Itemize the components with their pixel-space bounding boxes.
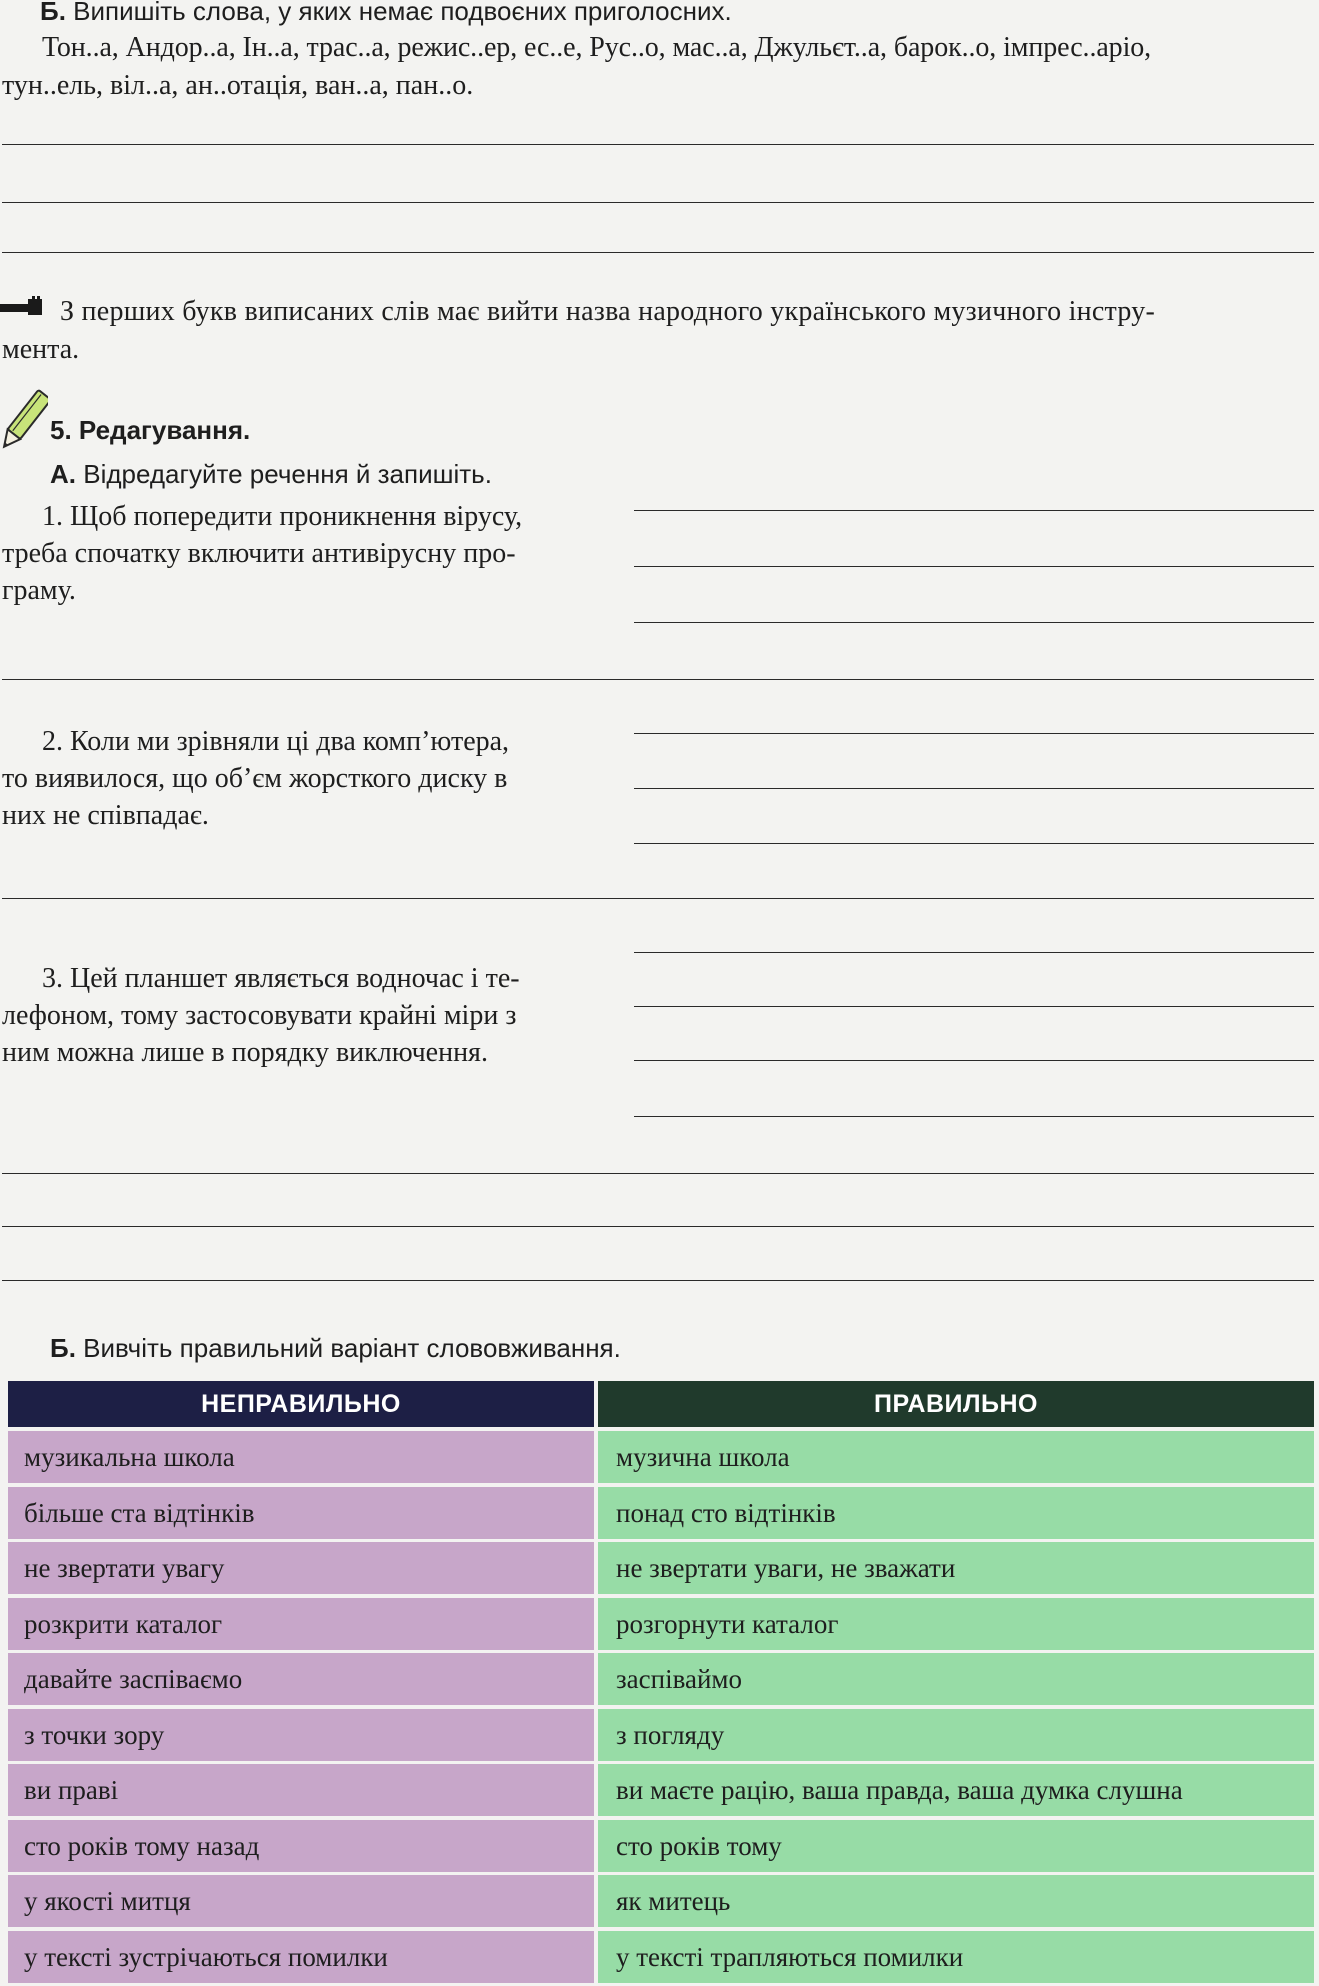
- cell-wrong: з точки зору: [8, 1709, 594, 1761]
- sentence-2-line-3: них не співпадає.: [2, 800, 209, 831]
- sentence-3-line-3: ним можна лише в порядку виключення.: [2, 1037, 488, 1068]
- sentence-2-line-1: 2. Коли ми зрівняли ці два комп’ютера,: [42, 726, 510, 757]
- cell-right: з погляду: [598, 1709, 1314, 1761]
- cell-wrong: у тексті зустрічаються помилки: [8, 1931, 594, 1983]
- note-line-2: мента.: [2, 334, 80, 365]
- sentence-1-line-1: 1. Щоб попередити проникнення вірусу,: [42, 501, 523, 532]
- cell-right: сто років тому: [598, 1820, 1314, 1872]
- cell-wrong: розкрити каталог: [8, 1598, 594, 1650]
- answer-line: [634, 788, 1314, 789]
- cell-wrong: більше ста відтінків: [8, 1487, 594, 1539]
- answer-line: [634, 622, 1314, 623]
- cell-right: розгорнути каталог: [598, 1598, 1314, 1650]
- header-wrong: НЕПРАВИЛЬНО: [8, 1381, 594, 1427]
- cell-right: у тексті трапляються помилки: [598, 1931, 1314, 1983]
- sub-a-letter: А.: [50, 459, 76, 489]
- sentence-2-line-2: то виявилося, що об’єм жорсткого диску в: [2, 763, 508, 794]
- section-b1-text: Випишіть слова, у яких немає подвоєних приголосних.: [73, 0, 732, 26]
- answer-line: [2, 1226, 1314, 1227]
- pencil-icon: [2, 384, 48, 456]
- answer-line: [634, 952, 1314, 953]
- answer-line: [634, 1116, 1314, 1117]
- note-line-1: З перших букв виписаних слів має вийти назва народного українського музичного інстру-: [60, 296, 1156, 327]
- answer-line: [634, 510, 1314, 511]
- section5-title: 5. Редагування.: [50, 415, 251, 445]
- cell-right: як митець: [598, 1875, 1314, 1927]
- cell-wrong: музикальна школа: [8, 1431, 594, 1483]
- cell-right: музична школа: [598, 1431, 1314, 1483]
- answer-line: [2, 1173, 1314, 1174]
- cell-wrong: сто років тому назад: [8, 1820, 594, 1872]
- sentence-3-line-1: 3. Цей планшет являється водночас і те-: [42, 963, 520, 994]
- section-b2-text: Вивчіть правильний варіант слововживання.: [83, 1333, 621, 1363]
- words-line-1: Тон..а, Андор..а, Ін..а, трас..а, режис..ер, ес..е, Рус..о, мас..а, Джульєт..а, барок..о, імпрес..аріо,: [42, 32, 1152, 63]
- answer-line: [634, 1060, 1314, 1061]
- words-line-2: тун..ель, віл..а, ан..отація, ван..а, пан..о.: [2, 70, 474, 101]
- cell-wrong: ви праві: [8, 1764, 594, 1816]
- cell-wrong: давайте заспіваємо: [8, 1653, 594, 1705]
- sentence-3-line-2: лефоном, тому застосовувати крайні міри з: [2, 1000, 517, 1031]
- answer-line: [634, 733, 1314, 734]
- cell-right: понад сто відтінків: [598, 1487, 1314, 1539]
- answer-line: [2, 679, 1314, 680]
- section-b1-letter: Б.: [40, 0, 66, 26]
- cell-wrong: не звертати увагу: [8, 1542, 594, 1594]
- answer-line: [2, 898, 1314, 899]
- section-b2-letter: Б.: [50, 1333, 76, 1363]
- answer-line: [634, 843, 1314, 844]
- cell-right: не звертати уваги, не зважати: [598, 1542, 1314, 1594]
- marker-icon: [0, 296, 46, 318]
- answer-line: [2, 1280, 1314, 1281]
- section5-sub-a: [50, 459, 492, 490]
- sentence-1: [2, 498, 622, 609]
- answer-line: [2, 252, 1314, 253]
- header-right: ПРАВИЛЬНО: [598, 1381, 1314, 1427]
- sub-a-text: Відредагуйте речення й запишіть.: [83, 459, 492, 489]
- answer-line: [2, 202, 1314, 203]
- section-b2-heading: [50, 1333, 621, 1364]
- cell-wrong: у якості митця: [8, 1875, 594, 1927]
- sentence-1-line-2: треба спочатку включити антивірусну про-: [2, 538, 516, 569]
- section-b1-heading: [40, 0, 732, 27]
- answer-line: [634, 1006, 1314, 1007]
- sentence-3: [2, 960, 622, 1071]
- sentence-2: [2, 723, 622, 834]
- answer-line: [634, 566, 1314, 567]
- cell-right: ви маєте рацію, ваша правда, ваша думка слушна: [598, 1764, 1314, 1816]
- answer-line: [2, 144, 1314, 145]
- sentence-1-line-3: граму.: [2, 575, 76, 606]
- cell-right: заспіваймо: [598, 1653, 1314, 1705]
